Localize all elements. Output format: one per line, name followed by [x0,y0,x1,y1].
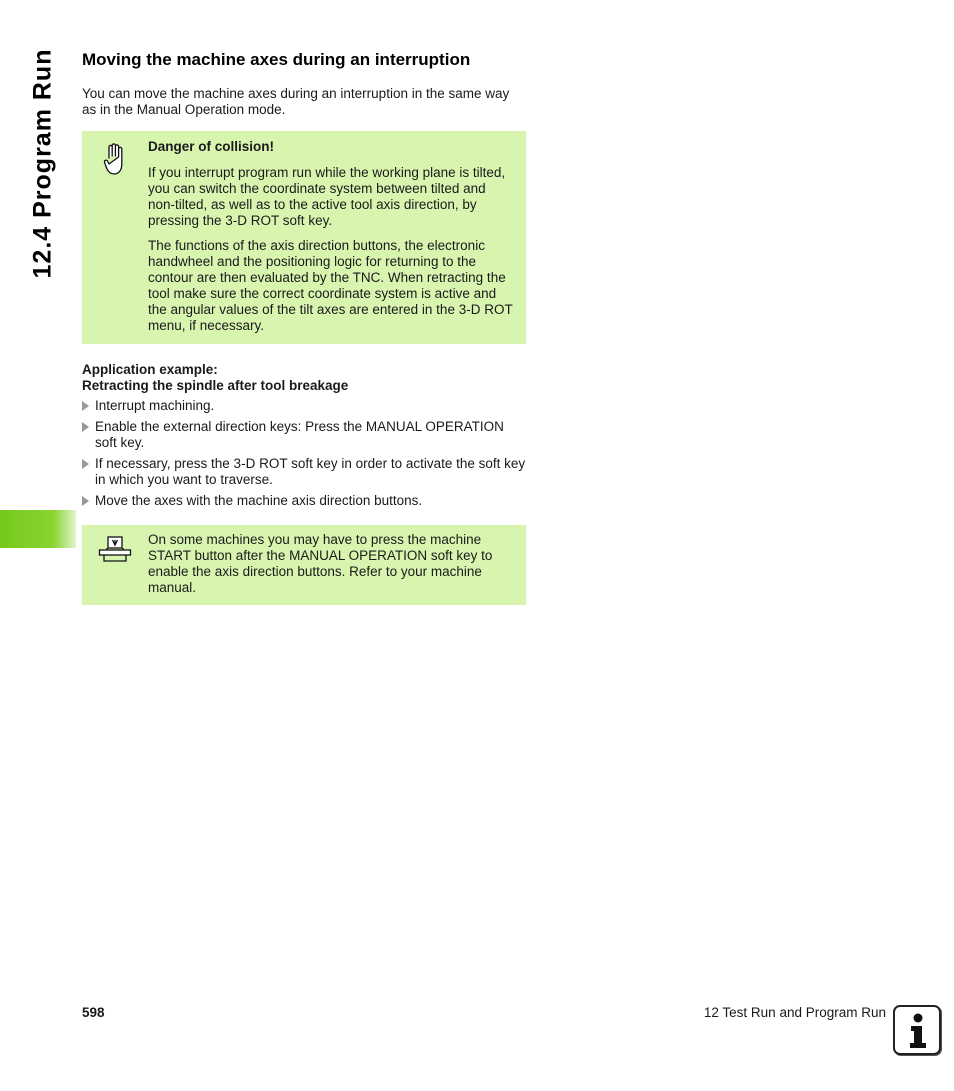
list-item [82,398,526,414]
step-text-1: Interrupt machining. [95,398,215,413]
list-item [82,493,526,509]
machine-note [82,525,526,605]
danger-note-paragraph-1: If you interrupt program run while the working plane is tilted, you can switch the coordinate system between tilted and non-tilted, as well as to the active tool axis direction, by pressing the 3-D ROT soft key. [148,165,506,228]
machine-note-text: On some machines you may have to press the machine START button after the MANUAL OPERATION soft key to enable the axis direction buttons. Refer to your machine manual. [148,532,493,595]
hand-icon [103,143,127,177]
page-content [82,48,526,605]
machine-icon [98,536,132,564]
application-example-title-line1: Application example: [82,362,218,377]
application-example-title-line2: Retracting the spindle after tool breakage [82,378,349,393]
chapter-title: 12 Test Run and Program Run [703,1005,886,1020]
step-text-4: Move the axes with the machine axis direction buttons. [95,493,423,508]
section-side-title [27,48,59,278]
bullet-arrow-icon [82,459,89,469]
section-heading: Moving the machine axes during an interruption [82,50,471,69]
bullet-arrow-icon [82,401,89,411]
step-text-2: Enable the external direction keys: Press the MANUAL OPERATION soft key. [95,419,504,450]
step-text-3: If necessary, press the 3-D ROT soft key in order to activate the soft key in which you want to traverse. [95,456,526,487]
list-item [82,456,526,488]
section-side-title-text: 12.4 Program Run [28,48,57,278]
chapter-tab-marker [0,510,76,548]
application-steps-list [82,398,526,509]
info-icon [893,1005,941,1055]
bullet-arrow-icon [82,496,89,506]
list-item [82,419,526,451]
danger-note-title: Danger of collision! [148,139,275,154]
danger-note [82,131,526,344]
intro-paragraph: You can move the machine axes during an interruption in the same way as in the Manual Operation mode. [82,86,510,117]
danger-note-paragraph-2: The functions of the axis direction buttons, the electronic handwheel and the positioning logic for returning to the contour are then evaluated by the TNC. When retracting the tool make sure the correct coordinate system is active and the angular values of the tilt axes are entered in the 3-D ROT menu, if necessary. [148,238,513,333]
application-example-title [82,362,526,394]
bullet-arrow-icon [82,422,89,432]
page-number: 598 [82,1005,105,1020]
